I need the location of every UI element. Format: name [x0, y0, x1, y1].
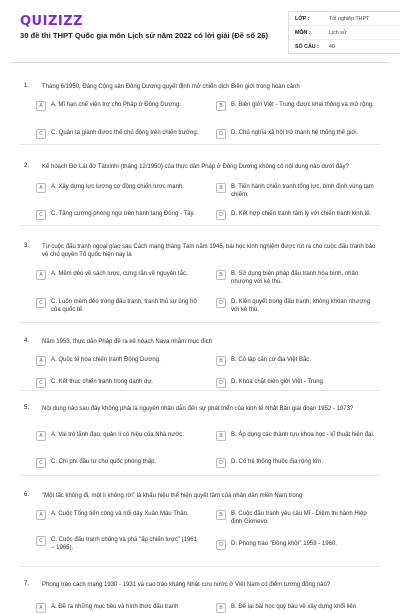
option-text: D. Kiên quyết trong đấu tranh, không khoan nhượng với kẻ thù.	[231, 299, 371, 313]
option-text: B. Biên giới Việt - Trung được khai thông và mở rộng.	[231, 102, 374, 108]
question-text: Phong trào cách mạng 1930 - 1931 và cao trào kháng Nhật cứu nước ở Việt Nam có điểm tương đồng nào?	[42, 582, 331, 588]
page-header	[10, 0, 390, 63]
question-text: Nội dung nào sau đây không phải là nguyên nhân dẫn đến sự phát triển của kinh tế Nhật Bản giai đoạn 1952 - 1973?	[42, 406, 354, 412]
option-text: B. Để lại bài học quý báu về xây dựng khối liên	[231, 604, 357, 610]
option-text: C. Luôn mềm dẻo trong đấu tranh, tranh thủ sự ủng hộ của quốc tế.	[51, 299, 197, 313]
option-text: A. Mềm dẻo về sách lược, cứng rắn về nguyên tắc.	[51, 271, 188, 277]
question-number: 3.	[24, 243, 30, 249]
page-title: 30 đề thi THPT Quốc gia môn Lịch sử năm 2022 có lời giải (Đề số 26)	[20, 31, 269, 40]
option-letter-badge: B	[216, 270, 226, 280]
option-text: A. Cuộc Tổng tiến công và nổi dậy Xuân Mậu Thân.	[51, 511, 189, 517]
option-letter-badge: B	[216, 603, 226, 613]
option-letter-badge: B	[216, 183, 226, 193]
option-text: D. Phong trào "Đồng khởi" 1959 - 1960.	[231, 541, 337, 547]
option-letter-badge: A	[36, 510, 46, 520]
meta-key: SỐ CÂU :	[295, 43, 319, 50]
option-text: D. Kết hợp chiến tranh tâm lý với chiến tranh kinh tế.	[231, 211, 372, 217]
option-text: C. Chi phí đầu tư cho quốc phòng thấp.	[51, 459, 157, 465]
option-letter-badge: D	[216, 129, 226, 139]
option-letter-badge: C	[36, 378, 46, 388]
option-text: A. Xây dựng lực lượng cơ động chiến lược mạnh.	[51, 184, 184, 190]
option-letter-badge: B	[216, 431, 226, 441]
question-text: Từ cuộc đấu tranh ngoại giao sau Cách mạng tháng Tám năm 1945, bài học kinh nghiệm được rút ra cho cuộc đấu tranh bảo vệ chủ quyền Tổ quốc hiện nay là	[42, 244, 376, 258]
meta-table	[288, 11, 400, 54]
option-letter-badge: A	[36, 101, 46, 111]
meta-key: LỚP :	[295, 15, 310, 22]
option-letter-badge: A	[36, 183, 46, 193]
option-letter-badge: D	[216, 458, 226, 468]
meta-row-subject	[289, 26, 400, 40]
option-letter-badge: A	[36, 603, 46, 613]
meta-value: 40	[329, 43, 335, 50]
option-text: B. Cô lập căn cứ địa Việt Bắc.	[231, 357, 311, 363]
question-text: "Một tấc không đi, một li không rời" là khẩu hiệu thể hiện quyết tâm của nhân dân miền Nam trong	[42, 493, 303, 499]
option-letter-badge: C	[36, 458, 46, 468]
option-letter-badge: C	[36, 298, 46, 308]
option-text: A. Mĩ hạn chế viện trợ cho Pháp ở Đông Dương.	[51, 102, 181, 108]
option-text: A. Vai trò lãnh đạo, quản lí có hiệu của Nhà nước.	[51, 432, 184, 438]
meta-value: Lịch sử	[329, 29, 347, 36]
question-number: 1.	[24, 83, 30, 89]
option-text: C. Cuộc đấu tranh chống và phá "ấp chiến lược" (1961 − 1965).	[51, 537, 197, 551]
option-text: A. Đề ra những mục tiêu và hình thức đấu tranh	[51, 604, 179, 610]
option-letter-badge: C	[36, 210, 46, 220]
option-letter-badge: B	[216, 101, 226, 111]
option-text: B. Cuộc đấu tranh yêu cầu Mĩ - Diệm thi hành Hiệp định Giơnevơ.	[231, 511, 367, 525]
option-text: B. Tiến hành chiến tranh tổng lực, bình định vùng tạm chiếm.	[231, 184, 374, 198]
option-text: C. Quân ta giành được thế chủ động trên chiến trường.	[51, 130, 199, 136]
option-letter-badge: B	[216, 510, 226, 520]
divider	[20, 390, 380, 391]
option-text: A. Quốc tế hóa chiến tranh Đông Dương.	[51, 357, 161, 363]
meta-row-class	[289, 12, 400, 26]
option-letter-badge: D	[216, 298, 226, 308]
quizizz-logo: QUIZIZZ	[20, 14, 84, 29]
divider	[20, 144, 380, 145]
meta-row-count	[289, 40, 400, 53]
option-text: C. Tăng cường phòng ngự trên hành lang Đông - Tây.	[51, 211, 195, 217]
meta-value: Tốt nghiệp THPT	[329, 15, 370, 22]
question-number: 5.	[24, 405, 30, 411]
question-number: 7.	[24, 581, 30, 587]
option-letter-badge: A	[36, 356, 46, 366]
question-number: 2.	[24, 163, 30, 169]
option-text: B. Sử dụng biện pháp đấu tranh hòa bình, nhân nhượng với kẻ thù.	[231, 271, 359, 285]
option-text: D. Chủ nghĩa xã hội trở thành hệ thống thế giới.	[231, 130, 359, 136]
option-letter-badge: D	[216, 378, 226, 388]
option-letter-badge: D	[216, 210, 226, 220]
divider	[20, 475, 380, 476]
option-text: D. Khóa chặt biên giới Việt - Trung.	[231, 379, 325, 385]
question-number: 6.	[24, 492, 30, 498]
option-letter-badge: A	[36, 270, 46, 280]
option-letter-badge: A	[36, 431, 46, 441]
question-text: Năm 1953, thực dân Pháp đề ra kế hoạch Nava nhằm mục đích	[42, 339, 213, 345]
option-text: B. Áp dụng các thành tựu khoa học - kĩ thuật hiện đại.	[231, 432, 375, 438]
option-letter-badge: C	[36, 129, 46, 139]
question-text: Tháng 6/1950, Đảng Cộng sản Đông Dương quyết định mở chiến dịch Biên giới trong hoàn cảnh	[42, 84, 300, 90]
option-letter-badge: D	[216, 540, 226, 550]
option-letter-badge: B	[216, 356, 226, 366]
divider	[20, 322, 380, 323]
option-text: D. Có hệ thống thuộc địa rộng lớn.	[231, 459, 323, 465]
meta-key: MÔN :	[295, 29, 311, 36]
divider	[20, 566, 380, 567]
divider	[20, 225, 380, 226]
option-text: C. Kết thúc chiến tranh trong danh dự.	[51, 379, 154, 385]
question-text: Kế hoạch Đờ Lát đơ Tátxinhi (tháng 12/1950) của thực dân Pháp ở Đông Dương không có nội dung nào dưới đây?	[42, 164, 349, 170]
option-letter-badge: C	[36, 536, 46, 546]
question-number: 4.	[24, 338, 30, 344]
